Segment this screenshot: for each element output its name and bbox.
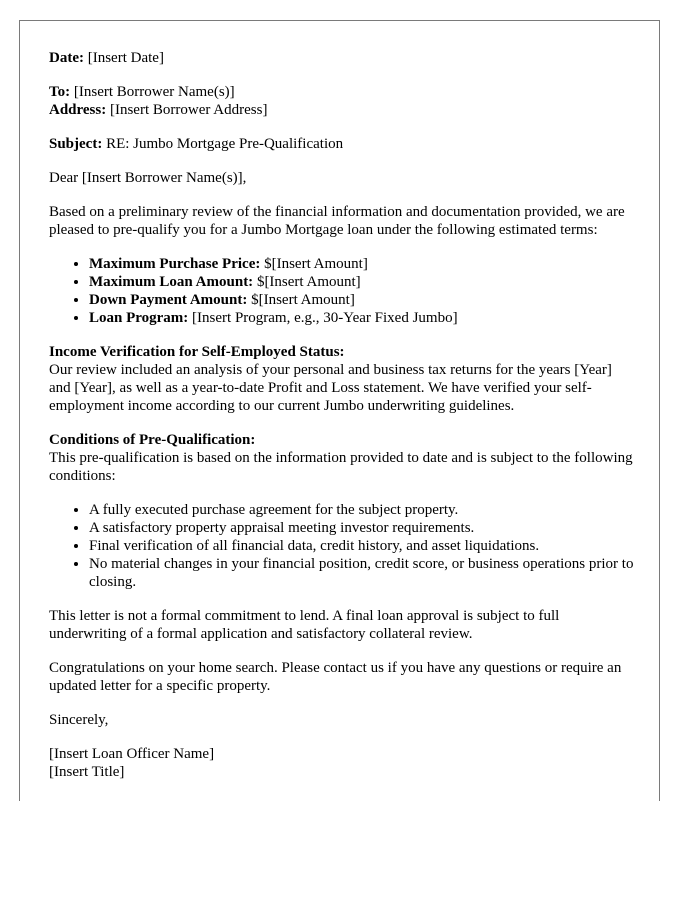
letter-page <box>19 20 660 801</box>
list-item <box>89 273 634 291</box>
signoff: Sincerely, <box>49 712 109 728</box>
subject-label: Subject: <box>49 136 103 152</box>
letter-body <box>49 49 634 781</box>
conditions-section <box>49 431 634 485</box>
conditions-list <box>49 501 634 591</box>
list-item <box>89 291 634 309</box>
term-value: $[Insert Amount] <box>251 292 355 308</box>
to-label: To: <box>49 84 71 100</box>
list-item: • Final verification of all financial data, credit history, and asset liquidations. <box>89 537 634 555</box>
term-label: Loan Program: <box>89 310 189 326</box>
list-item: • A satisfactory property appraisal meeting investor requirements. <box>89 519 634 537</box>
address-value: [Insert Borrower Address] <box>109 102 268 118</box>
date-label: Date: <box>49 50 84 66</box>
date-value: [Insert Date] <box>87 50 164 66</box>
income-section <box>49 343 634 415</box>
signature-title: [Insert Title] <box>49 764 125 780</box>
signature-block <box>49 745 634 781</box>
disclaimer-paragraph: This letter is not a formal commitment to lend. A final loan approval is subject to full underwriting of a formal application and satisfactory collateral review. <box>49 608 560 642</box>
date-line <box>49 49 634 67</box>
list-item: • A fully executed purchase agreement for the subject property. <box>89 501 634 519</box>
signature-name: [Insert Loan Officer Name] <box>49 746 215 762</box>
subject-line <box>49 135 634 153</box>
income-title: Income Verification for Self-Employed Status: <box>49 344 345 360</box>
list-item <box>89 309 634 327</box>
recipient-block <box>49 83 634 119</box>
terms-list <box>49 255 634 327</box>
term-value: $[Insert Amount] <box>256 274 361 290</box>
term-label: Maximum Loan Amount: <box>89 274 254 290</box>
to-value: [Insert Borrower Name(s)] <box>73 84 235 100</box>
list-item <box>89 255 634 273</box>
intro-paragraph: Based on a preliminary review of the financial information and documentation provided, we are pleased to pre-qualify you for a Jumbo Mortgage loan under the following estimated terms: <box>49 204 625 238</box>
salutation: Dear [Insert Borrower Name(s)], <box>49 170 247 186</box>
term-value: $[Insert Amount] <box>264 256 368 272</box>
list-item: • No material changes in your financial position, credit score, or business operations prior to closing. <box>89 555 634 591</box>
closing-paragraph: Congratulations on your home search. Please contact us if you have any questions or require an updated letter for a specific property. <box>49 660 622 694</box>
term-value: [Insert Program, e.g., 30-Year Fixed Jumbo] <box>192 310 458 326</box>
subject-value: RE: Jumbo Mortgage Pre-Qualification <box>106 136 344 152</box>
income-body: Our review included an analysis of your personal and business tax returns for the years [Year] and [Year], as well as a year-to-date Profit and Loss statement. We have verified your self-employment income according to our current Jumbo underwriting guidelines. <box>49 362 612 414</box>
conditions-body: This pre-qualification is based on the information provided to date and is subject to the following conditions: <box>49 450 633 484</box>
term-label: Maximum Purchase Price: <box>89 256 261 272</box>
term-label: Down Payment Amount: <box>89 292 248 308</box>
address-label: Address: <box>49 102 107 118</box>
conditions-title: Conditions of Pre-Qualification: <box>49 432 256 448</box>
